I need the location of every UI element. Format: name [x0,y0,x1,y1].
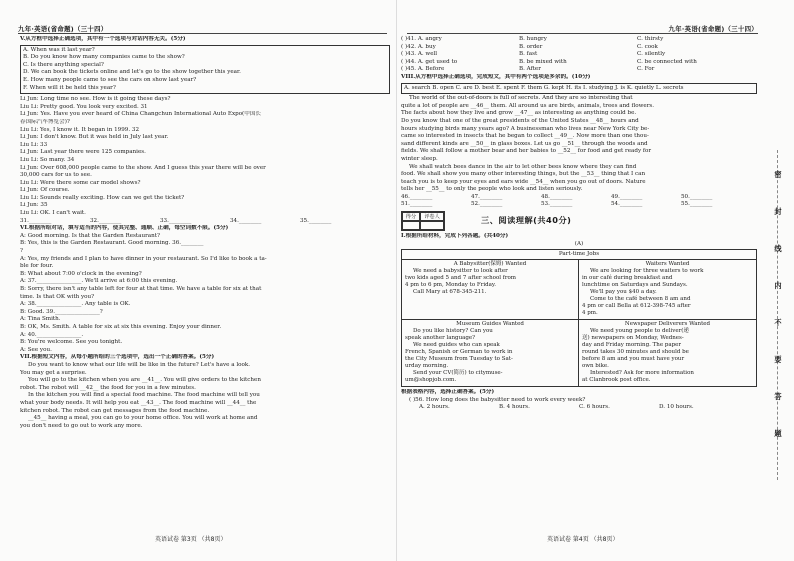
dialogue-line: Li Jun: Long time no see. How is it going these days? [20,96,171,103]
passage-line: In the kitchen you will find a special food machine. The food machine will tell you [28,392,260,399]
choice-option[interactable]: C. cook [637,43,658,50]
passage-line: The facts about how they live and grow __47__ as interesting as anything could be. [401,110,637,117]
ad-line: Send your CV(简历) to citymuse- [413,370,503,377]
ad-line: at Clanbrook post office. [582,377,651,384]
dialogue-line: A: 38.________________. Any table is OK. [20,301,131,308]
choice-option[interactable]: B. be mixed with [519,58,567,65]
ad-line: round takes 30 minutes and should be [582,349,689,356]
left-content [20,36,390,430]
q56-option[interactable]: C. 6 hours. [579,404,610,411]
seal-char: 封 [774,207,782,216]
ads-grid [402,260,756,386]
answer-blank[interactable]: 34.________ [230,217,262,224]
section6-dialogue [20,233,390,355]
ad-line: lunchtime on Saturdays and Sundays. [582,282,688,289]
passage-line: We shall watch bees dance in the air to let other bees know where they can find [409,163,637,170]
ad-line: 4 pm to 6 pm, Monday to Friday. [405,282,497,289]
section8-blanks-row2 [401,201,757,209]
dialogue-line: ? [20,248,23,255]
choice-option[interactable]: ( )42. A. buy [401,43,436,50]
left-header-rule [18,33,387,34]
section5-answer-blanks [20,218,390,226]
ad-line: We need guides who can speak [413,342,500,349]
answer-blank[interactable]: 50.________ [681,193,713,200]
q56-option[interactable]: D. 10 hours. [659,404,694,411]
section5-option: B. Do you know how many companies came to the show? [23,54,185,61]
passage-line: You may get a surprise. [20,369,87,376]
dialogue-line: Li Jun: I don't know. But it was held in July last year. [20,134,169,141]
ad-newspaper-deliverers [579,320,756,386]
dialogue-line: B: Yes, this is the Garden Restaurant. Good morning. 36.________ [20,240,204,247]
passage-line: tells her __55__ to only the people who look and listen seriously. [401,186,583,193]
ad-line: um@shopjob.com. [405,377,457,384]
choice-row [401,44,757,52]
seal-char: 不 [774,318,782,327]
ad-line: 送) newspapers on Monday, Wednes- [582,335,684,342]
passage-line: The world of the out-of-doors is full of secrets. And they are so interesting that [409,95,633,102]
right-header: 九年·英语(省命题)（三十四） [668,25,758,33]
dialogue-line: Li Jun: Last year there were 125 companies. [20,149,146,156]
passage-line: came so interested in insects that he began to collect __49__. Now more than one thou- [401,133,649,140]
ad-line: day and Friday morning. The paper [582,342,682,349]
answer-blank[interactable]: 46.________ [401,193,433,200]
answer-blank[interactable]: 33.________ [160,217,192,224]
passage-line: what your body needs. It will help you eat __43__. The food machine will __44__ the [20,399,257,406]
part1-title: I.根据所给材料，完成下列各题。(共40分) [401,233,509,240]
passage-line: you don't need to go out to work any more. [20,422,143,429]
score-box [401,211,445,231]
dialogue-line: B: What about 7:00 o'clock in the evening? [20,270,142,277]
answer-blank[interactable]: 35.________ [300,217,332,224]
reading-section-header [401,211,757,231]
choice-option[interactable]: B. hungry [519,36,547,42]
right-content [401,36,757,412]
ad-line: We'll pay you $40 a day. [590,289,657,296]
passage-line: quite a lot of people are __46__ them. All around us are birds, animals, trees and flowers. [401,102,655,109]
section5-option: D. We can book the tickets online and let's go to the show together this year. [23,69,241,76]
dialogue-line: Liu Li: Sounds really exciting. How can we get the ticket? [20,194,185,201]
section5-option: E. How many people came to see the cars on show last year? [23,76,197,83]
ad-title: Museum Guides Wanted [456,321,524,328]
ad-line: 4 pm. [582,310,598,317]
passage-line: food. We shall show you many other interesting things, but the __53__ thing that I can [401,171,646,178]
part-a-label: (A) [574,240,584,247]
ad-babysitter [402,260,579,320]
dialogue-line: 30,000 cars for us to see. [20,172,92,179]
section7-title: VII.根据短文内容，从每小题所给的三个选项中，选出一个正确的答案。(5分) [20,354,215,361]
dialogue-line: Liu Li: 33 [20,141,48,148]
ad-line: the City Museum from Tuesday to Sat- [405,356,513,363]
question-section-title: 根据表格内容，选择正确答案。(5分) [401,389,495,396]
section8-passage [401,95,757,194]
passage-line: winter sleep. [401,155,438,162]
q56-option[interactable]: A. 2 hours. [419,404,450,411]
answer-blank[interactable]: 51.________ [401,201,433,208]
right-page [397,0,794,561]
dialogue-line: A: 40.________________. [20,331,84,338]
ad-line: Do you like history? Can you [413,328,493,335]
question-56-options [401,404,757,412]
section8-word-box: A. search B. open C. are D. best E. spent F. them G. kept H. its I. studying J. is K. quietly L. secrets [401,83,757,95]
ad-line: speak another language? [405,335,476,342]
dialogue-line: A: See you. [20,346,52,353]
dialogue-line: A: Good morning. Is that the Garden Restaurant? [20,232,160,239]
passage-line: You will go to the kitchen when you are __41__. You will give orders to the kitchen [28,377,261,384]
dialogue-line: Li Jun: Of course. [20,187,70,194]
answer-blank[interactable]: 32.________ [90,217,122,224]
section5-option: A. When was it last year? [23,46,95,53]
ads-title: Part-time Jobs [402,250,756,260]
ad-line: in our café during breakfast and [582,275,673,282]
dialogue-line: B: OK, Ms. Smith. A table for six at six this evening. Enjoy your dinner. [20,323,222,330]
right-footer: 英语试卷 第4页 （共8页） [547,536,619,543]
dialogue-line: Li Jun: Yes. Have you ever heard of China Changchun International Auto Expo(中国长 [20,111,262,118]
ad-line: We need a babysitter to look after [413,268,508,275]
answer-blank[interactable]: 54.________ [611,201,643,208]
section5-dialogue [20,96,390,218]
ad-line: We are looking for three waiters to work [590,268,704,275]
ad-line: 4 pm or call Bella at 612-398-745 after [582,303,691,310]
ad-line: Interested? Ask for more information [590,370,694,377]
passage-line: hours studying birds many years ago? A businessman who lives near New York City be- [401,125,650,132]
passage-line: Do you want to know what our life will be like in the future? Let's have a look. [28,361,251,368]
section8-title: VIII.从方框中选择正确选项，完成短文，其中有两个选项是多余的。(10分) [401,73,591,80]
seal-char: 内 [774,281,782,290]
passage-line: sand different kinds are __50__ in glass boxes. Let us go __51__ through the woods and [401,140,648,147]
choice-option[interactable]: ( )41. A. angry [401,36,442,42]
left-footer: 英语试卷 第3页 （共8页） [155,536,227,543]
answer-blank[interactable]: 52.________ [471,201,503,208]
section5-options-box [20,45,390,95]
question-56-stem: ( )56. How long does the babysitter need to work every week? [409,396,586,403]
ad-title: A Babysitter(保姆) Wanted [453,261,527,268]
grader-cell[interactable] [420,221,444,230]
ad-contact: Call Mary at 678-345-211. [413,289,487,296]
ad-waiters [579,260,756,320]
ad-line: urday morning. [405,363,449,370]
dialogue-line: B: Sorry, there isn't any table left for four at that time. We have a table for six at that [20,286,262,292]
passage-line: Do you know that one of the great presidents of the United States __48__ hours and [401,117,639,124]
seal-char: 要 [774,355,782,364]
ad-line: own bike. [582,363,609,370]
answer-blank[interactable]: 48.________ [541,193,573,200]
right-header-rule [407,33,758,34]
choice-option[interactable]: C. thirsty [637,36,664,42]
passage-line: __45__ having a meal, you can go to your home office. You will work at home and [28,415,258,422]
choices-41-45 [401,36,757,74]
answer-blank[interactable]: 31.________ [20,217,52,224]
ad-line: We need young people to deliver(递 [590,328,689,335]
seal-line-notice [768,170,788,470]
q56-option[interactable]: B. 4 hours. [499,404,530,411]
section5-option: C. Is there anything special? [23,61,104,68]
choice-option[interactable]: B. After [519,66,541,73]
choice-option[interactable]: C. silently [637,51,666,58]
choice-row [401,59,757,67]
passage-line: fields. We shall follow a mother bear and her babies to __52__ for food and get ready for [401,148,652,155]
seal-char: 答 [774,392,782,401]
dialogue-line: B: You're welcome. See you tonight. [20,339,123,346]
dialogue-line: 春国际汽车博览会)? [20,118,70,125]
section8-blanks-row1 [401,194,757,202]
left-header: 九年·英语(省命题)（三十四） [18,25,108,33]
seal-char: 题 [774,429,782,438]
grader-label: 评卷人 [420,212,444,221]
ad-line: Come to the café between 8 am and [590,296,691,303]
answer-blank[interactable]: 49.________ [611,193,643,200]
passage-line: teach you is to keep your eyes and ears wide __54__ when you go out of doors. Nature [401,178,646,185]
dialogue-line: Liu Li: So many. 34 [20,156,75,163]
dialogue-line: Liu Li: Were there some car model shows? [20,179,141,186]
choice-option[interactable]: C. For [637,66,655,73]
dialogue-line: Liu Li: OK. I can't wait. [20,210,86,217]
dialogue-line: A: 37.________________. We'll arrive at 6:00 this evening. [20,278,178,285]
answer-blank[interactable]: 47.________ [471,193,503,200]
dialogue-line: time. Is that OK with you? [20,293,95,300]
dialogue-line: A: Yes, my friends and I plan to have dinner in your restaurant. So I'd like to book a ta- [20,255,267,262]
seal-char: 密 [774,170,782,179]
score-cell[interactable] [402,221,420,230]
ad-line: before 8 am and you must have your [582,356,685,363]
dialogue-line: A: Tina Smith. [20,316,61,323]
section5-title: V.从方框中选择正确选项，其中有一个选项与对话内容无关。(5分) [20,36,186,42]
choice-option[interactable]: ( )44. A. get used to [401,58,458,65]
answer-blank[interactable]: 53.________ [541,201,573,208]
dialogue-line: ble for four. [20,263,54,270]
choice-row [401,66,757,74]
passage-line: kitchen robot. The robot can get messages from the food machine. [20,407,210,414]
choice-row [401,36,757,44]
ad-title: Newspaper Deliverers Wanted [624,321,711,328]
dialogue-line: Li Jun: 35 [20,202,48,209]
ad-title: Waiters Wanted [645,261,690,268]
section7-passage [20,362,390,430]
dialogue-line: Liu Li: Pretty good. You look very excited. 31 [20,103,148,110]
choice-option[interactable]: ( )45. A. Before [401,66,445,73]
reading-section-title: 三、阅读理解(共40分) [481,215,572,226]
choice-row [401,51,757,59]
dialogue-line: B: Good. 39.________________? [20,308,103,315]
choice-option[interactable]: B. fast [519,51,538,58]
section5-option: F. When will it be held this year? [23,84,116,91]
choice-option[interactable]: B. order [519,43,543,50]
dialogue-line: Li Jun: Over 608,000 people came to the show. And I guess this year there will be over [20,164,266,171]
seal-char: 线 [774,244,782,253]
ad-line: French, Spanish or German to work in [405,349,513,356]
choice-option[interactable]: C. be connected with [637,58,697,65]
score-label: 得分 [402,212,420,221]
dialogue-line: Liu Li: Yes, I know it. It began in 1999. 32 [20,126,140,133]
ad-line: two kids aged 5 and 7 after school from [405,275,516,282]
ad-museum-guides [402,320,579,386]
part-time-jobs-table [401,249,757,387]
choice-option[interactable]: ( )43. A. well [401,51,438,58]
answer-blank[interactable]: 55.________ [681,201,713,208]
passage-line: robot. The robot will __42__ the food for you in a few minutes. [20,384,196,391]
section6-title: VI.根据所给对话，填写适当的内容，使其完整、通顺、正确，每空词数不限。(5分) [20,225,229,232]
